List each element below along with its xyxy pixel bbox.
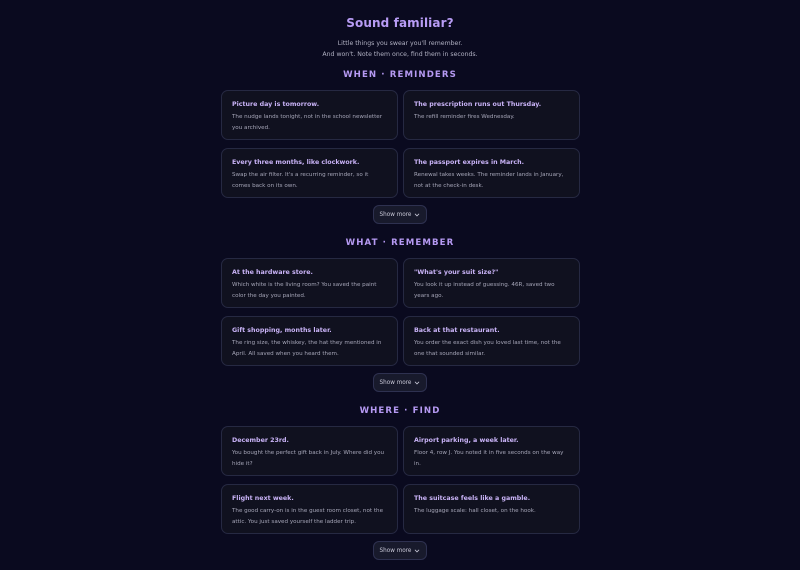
hero-subtitle	[0, 38, 800, 60]
card-title: "What's your suit size?"	[414, 269, 499, 276]
section-heading-when: WHEN · REMINDERS	[343, 70, 457, 80]
card-body: The good carry-on is in the guest room closet, not the attic. You just saved yourself the ladder trip.	[232, 508, 384, 525]
card-airport-parking	[403, 426, 580, 476]
card-body: Floor 4, row J. You noted it in five seconds on the way in.	[414, 450, 564, 467]
card-body: Which white is the living room? You saved the paint color the day you painted.	[232, 282, 377, 299]
card-body: You order the exact dish you loved last time, not the one that sounded similar.	[414, 340, 561, 357]
card-passport	[403, 148, 580, 198]
card-title: The passport expires in March.	[414, 159, 525, 166]
card-title: Every three months, like clockwork.	[232, 159, 360, 166]
card-hardware-store	[221, 258, 398, 308]
hero-title: Sound familiar?	[346, 16, 454, 30]
card-body: You bought the perfect gift back in July. Where did you hide it?	[232, 450, 385, 467]
card-title: The prescription runs out Thursday.	[414, 101, 542, 108]
show-more-label: Show more	[379, 547, 412, 554]
card-suit-size	[403, 258, 580, 308]
card-body: The refill reminder fires Wednesday.	[414, 114, 515, 120]
card-title: Flight next week.	[232, 495, 294, 502]
card-body: The luggage scale: hall closet, on the hook.	[414, 508, 536, 514]
card-prescription	[403, 90, 580, 140]
card-restaurant	[403, 316, 580, 366]
chevron-down-icon	[414, 380, 420, 386]
show-more-label: Show more	[379, 211, 412, 218]
card-body: You look it up instead of guessing. 46R, saved two years ago.	[414, 282, 555, 299]
card-title: Gift shopping, months later.	[232, 327, 332, 334]
hero-subtitle-line-1: Little things you swear you'll remember.	[337, 40, 463, 47]
show-more-button-remember[interactable]	[373, 373, 427, 392]
card-body: Renewal takes weeks. The reminder lands in January, not at the check-in desk.	[414, 172, 564, 189]
card-suitcase	[403, 484, 580, 534]
card-picture-day	[221, 90, 398, 140]
card-title: December 23rd.	[232, 437, 289, 444]
card-body: Swap the air filter. It's a recurring reminder, so it comes back on its own.	[232, 172, 369, 189]
card-title: The suitcase feels like a gamble.	[414, 495, 531, 502]
card-flight	[221, 484, 398, 534]
chevron-down-icon	[414, 548, 420, 554]
card-title: Airport parking, a week later.	[414, 437, 519, 444]
show-more-label: Show more	[379, 379, 412, 386]
card-december	[221, 426, 398, 476]
section-heading-where: WHERE · FIND	[359, 406, 441, 416]
card-body: The ring size, the whiskey, the hat they mentioned in April. All saved when you heard them.	[232, 340, 382, 357]
card-air-filter	[221, 148, 398, 198]
show-more-button-reminders[interactable]	[373, 205, 427, 224]
show-more-button-find[interactable]	[373, 541, 427, 560]
card-title: Back at that restaurant.	[414, 327, 500, 334]
card-body: The nudge lands tonight, not in the school newsletter you archived.	[232, 114, 383, 131]
section-heading-what: WHAT · REMEMBER	[345, 238, 455, 248]
card-gift-shopping	[221, 316, 398, 366]
chevron-down-icon	[414, 212, 420, 218]
card-title: At the hardware store.	[232, 269, 313, 276]
hero-subtitle-line-2: And won't. Note them once, find them in seconds.	[322, 51, 478, 58]
card-title: Picture day is tomorrow.	[232, 101, 320, 108]
